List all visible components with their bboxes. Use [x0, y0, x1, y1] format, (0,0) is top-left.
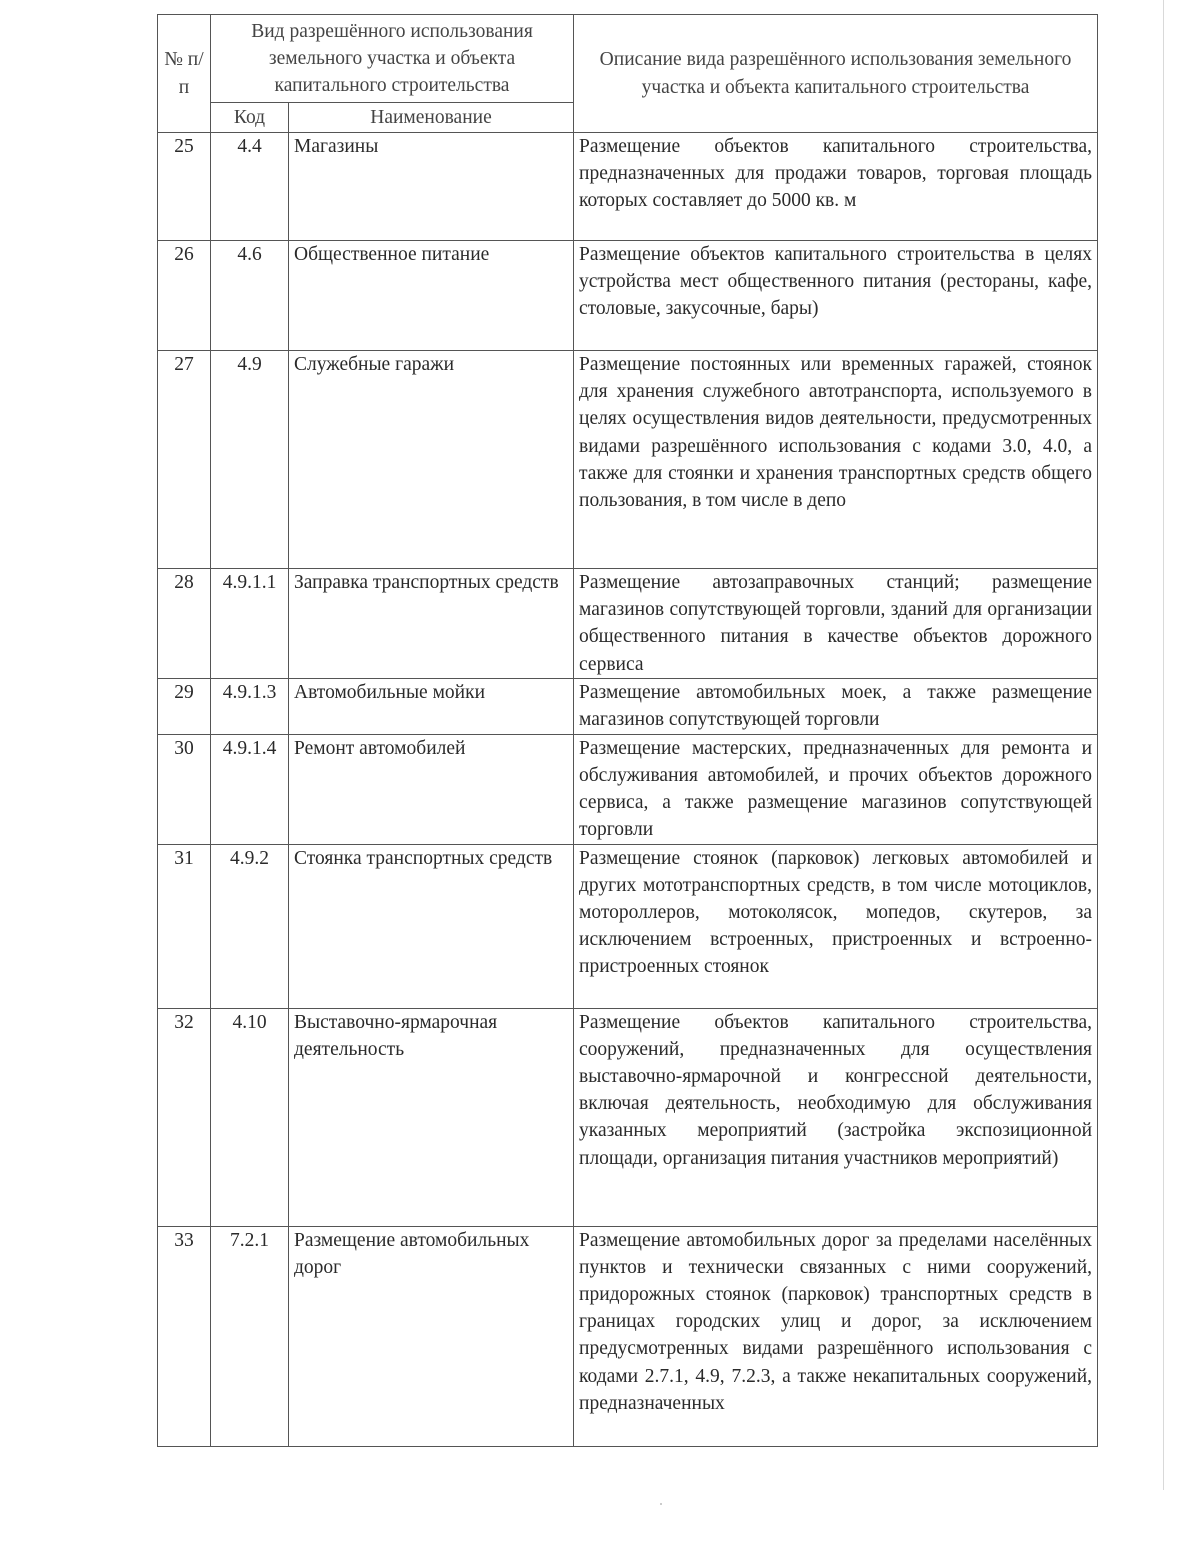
row-code: 4.9	[211, 351, 289, 569]
row-code: 4.9.1.4	[211, 734, 289, 844]
table-row	[158, 734, 1098, 844]
row-number: 26	[158, 241, 211, 351]
row-name: Ремонт автомобилей	[289, 734, 574, 844]
table-row	[158, 133, 1098, 241]
table-row	[158, 678, 1098, 734]
row-description: Размещение объектов капитального строительства в целях устройства мест общественного питания (рестораны, кафе, столовые, закусочные, бары)	[574, 241, 1098, 351]
row-code: 4.4	[211, 133, 289, 241]
row-code: 4.9.1.1	[211, 569, 289, 679]
row-number: 28	[158, 569, 211, 679]
row-code: 4.6	[211, 241, 289, 351]
row-code: 7.2.1	[211, 1226, 289, 1446]
row-number: 25	[158, 133, 211, 241]
table-row	[158, 241, 1098, 351]
scan-speck	[660, 1503, 662, 1505]
header-use-type	[211, 15, 574, 103]
row-name: Выставочно-ярмарочная деятельность	[289, 1008, 574, 1226]
row-name: Магазины	[289, 133, 574, 241]
table-row	[158, 569, 1098, 679]
header-number	[158, 15, 211, 133]
header-code-label: Код	[233, 106, 266, 128]
row-number: 33	[158, 1226, 211, 1446]
table-row	[158, 351, 1098, 569]
header-code	[211, 103, 289, 133]
row-code: 4.9.2	[211, 844, 289, 1008]
row-code: 4.10	[211, 1008, 289, 1226]
row-name: Общественное питание	[289, 241, 574, 351]
table-row	[158, 1008, 1098, 1226]
table-body	[158, 133, 1098, 1447]
row-name: Автомобильные мойки	[289, 678, 574, 734]
row-description: Размещение мастерских, предназначенных для ремонта и обслуживания автомобилей, и прочих объектов дорожного сервиса, а также размещение магазинов сопутствующей торговли	[574, 734, 1098, 844]
row-number: 27	[158, 351, 211, 569]
row-description: Размещение постоянных или временных гаражей, стоянок для хранения служебного автотранспорта, используемого в целях осуществления видов деятельности, предусмотренных видами разрешённого использования с кодами 3.0, 4.0, а также для стоянки и хранения транспортных средств общего пользования, в том числе в депо	[574, 351, 1098, 569]
row-number: 32	[158, 1008, 211, 1226]
row-number: 30	[158, 734, 211, 844]
header-description-label: Описание вида разрешённого использования земельного участка и объекта капитального строительства	[599, 49, 1072, 98]
row-description: Размещение автомобильных моек, а также размещение магазинов сопутствующей торговли	[574, 678, 1098, 734]
header-name-label: Наименование	[370, 106, 492, 128]
row-code: 4.9.1.3	[211, 678, 289, 734]
row-description: Размещение объектов капитального строительства, предназначенных для продажи товаров, торговая площадь которых составляет до 5000 кв. м	[574, 133, 1098, 241]
row-name: Размещение автомобильных дорог	[289, 1226, 574, 1446]
table-header	[158, 15, 1098, 133]
header-use-type-label: Вид разрешённого использования земельного участка и объекта капитального строительства	[251, 20, 533, 97]
row-description: Размещение автозаправочных станций; размещение магазинов сопутствующей торговли, зданий для организации общественного питания в качестве объектов дорожного сервиса	[574, 569, 1098, 679]
header-name	[289, 103, 574, 133]
row-description: Размещение автомобильных дорог за пределами населённых пунктов и технически связанных с ними сооружений, придорожных стоянок (парковок) транспортных средств в границах городских улиц и дорог, за исключением предусмотренных видами разрешённого использования с кодами 2.7.1, 4.9, 7.2.3, а также некапитальных сооружений, предназначенных	[574, 1226, 1098, 1446]
row-name: Стоянка транспортных средств	[289, 844, 574, 1008]
row-description: Размещение объектов капитального строительства, сооружений, предназначенных для осуществления выставочно-ярмарочной и конгрессной деятельности, включая деятельность, необходимую для обслуживания указанных мероприятий (застройка экспозиционной площади, организация питания участников мероприятий)	[574, 1008, 1098, 1226]
row-name: Служебные гаражи	[289, 351, 574, 569]
scan-edge-line	[1163, 0, 1164, 1490]
header-description	[574, 15, 1098, 133]
row-description: Размещение стоянок (парковок) легковых автомобилей и других мототранспортных средств, в том числе мотоциклов, мотороллеров, мотоколясок, мопедов, скутеров, за исключением встроенных, пристроенных и встроенно-пристроенных стоянок	[574, 844, 1098, 1008]
row-number: 31	[158, 844, 211, 1008]
table-row	[158, 1226, 1098, 1446]
row-name: Заправка транспортных средств	[289, 569, 574, 679]
row-number: 29	[158, 678, 211, 734]
header-number-label: № п/п	[164, 49, 204, 98]
table-row	[158, 844, 1098, 1008]
land-use-table	[157, 14, 1098, 1447]
